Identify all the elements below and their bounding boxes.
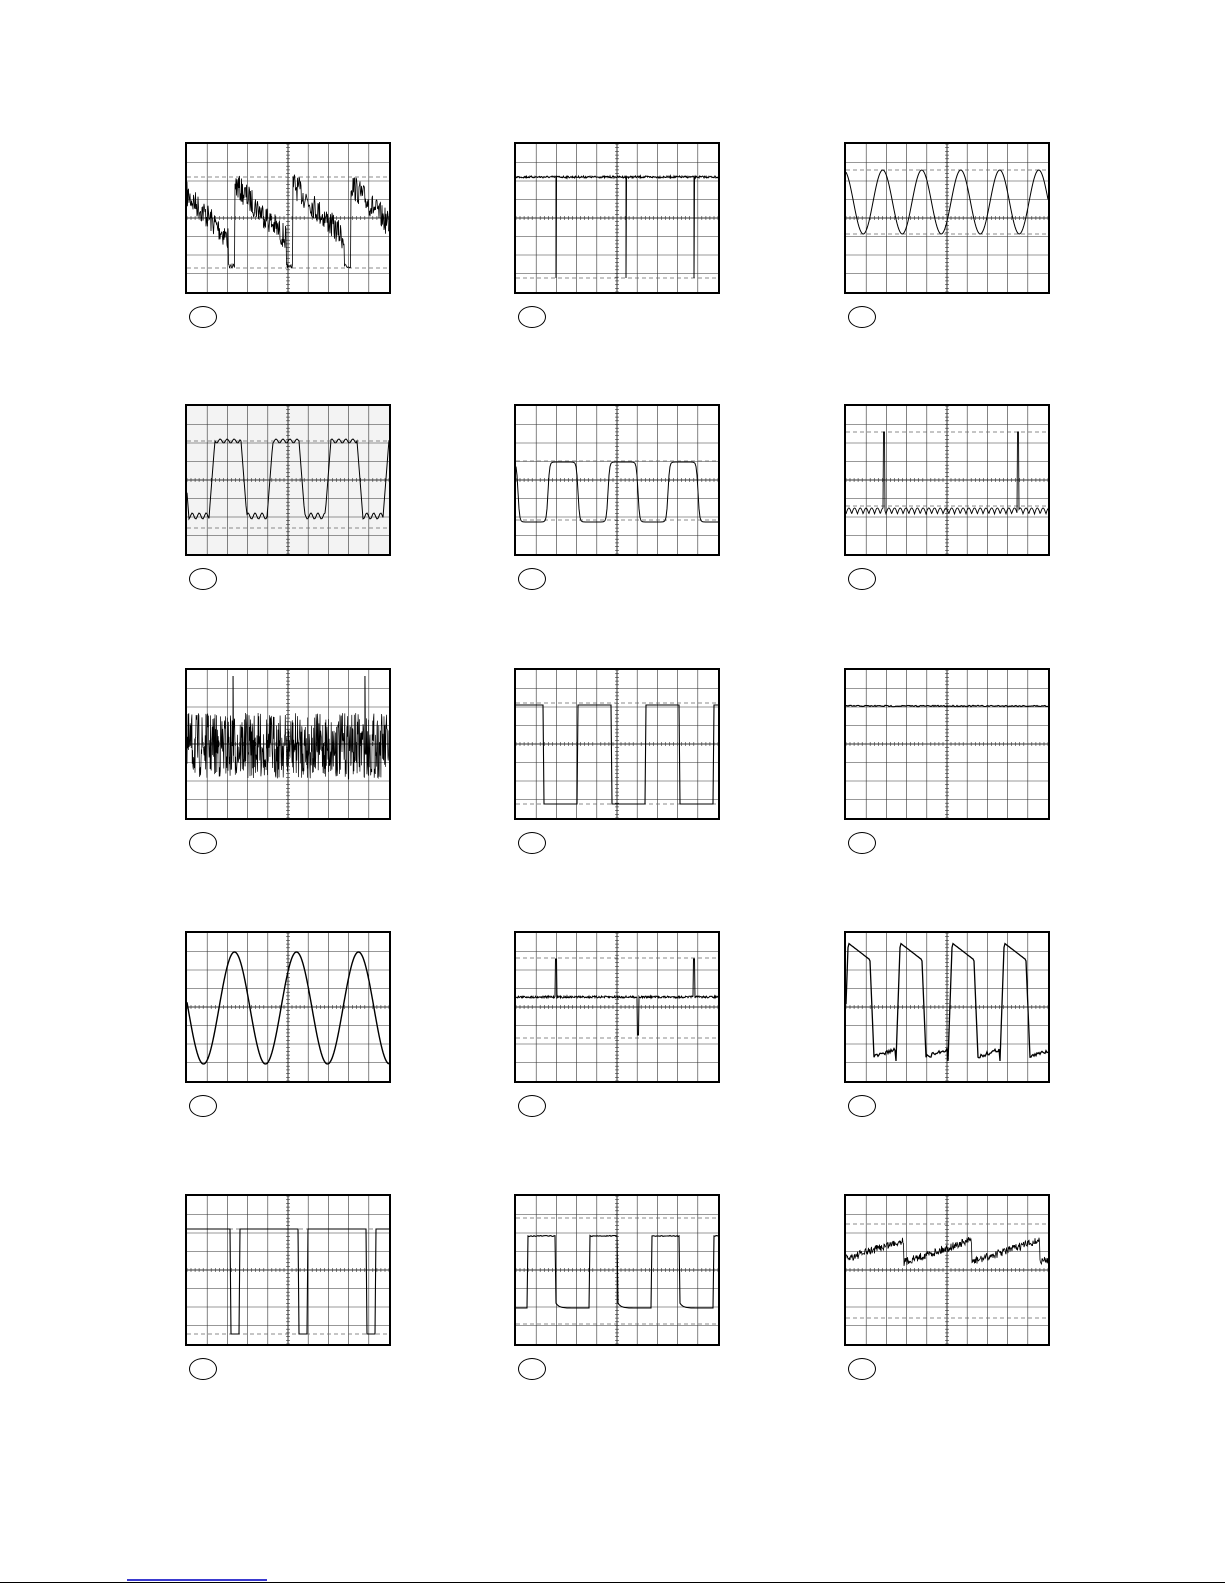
waveform-sine bbox=[846, 144, 1048, 292]
scope-panel-8 bbox=[514, 668, 720, 820]
scope-panel-3 bbox=[844, 142, 1050, 294]
waveform-noise bbox=[187, 670, 389, 818]
panel-marker-7 bbox=[189, 832, 217, 854]
waveform-rounded-square bbox=[516, 406, 718, 554]
graticule bbox=[187, 933, 389, 1081]
waveform-inverted-pulse-train bbox=[516, 670, 718, 818]
panel-marker-1 bbox=[189, 306, 217, 328]
waveform-dc-level bbox=[846, 670, 1048, 818]
panel-marker-11 bbox=[518, 1095, 546, 1117]
graticule bbox=[846, 670, 1048, 818]
waveform-noisy-sawtooth-descending bbox=[187, 144, 389, 292]
panel-marker-9 bbox=[848, 832, 876, 854]
panel-marker-14 bbox=[518, 1358, 546, 1380]
waveform-square-negative-pulses bbox=[187, 1196, 389, 1344]
graticule bbox=[846, 144, 1048, 292]
scope-panel-1 bbox=[185, 142, 391, 294]
footer-rule bbox=[0, 1582, 1225, 1583]
waveform-square-overshoot bbox=[846, 933, 1048, 1081]
graticule bbox=[187, 1196, 389, 1344]
scope-panel-4 bbox=[185, 404, 391, 556]
scope-panel-2 bbox=[514, 142, 720, 294]
graticule bbox=[516, 144, 718, 292]
panel-marker-15 bbox=[848, 1358, 876, 1380]
graticule bbox=[846, 406, 1048, 554]
panel-marker-5 bbox=[518, 568, 546, 590]
scope-panel-5 bbox=[514, 404, 720, 556]
panel-marker-8 bbox=[518, 832, 546, 854]
waveform-large-sine bbox=[187, 933, 389, 1081]
panel-marker-6 bbox=[848, 568, 876, 590]
graticule bbox=[516, 933, 718, 1081]
scope-panel-11 bbox=[514, 931, 720, 1083]
scope-panel-14 bbox=[514, 1194, 720, 1346]
waveform-square-ringing bbox=[187, 406, 389, 554]
waveform-pulse-on-ripple bbox=[846, 406, 1048, 554]
footer-link-underline[interactable] bbox=[127, 1579, 267, 1581]
graticule bbox=[187, 406, 389, 554]
graticule bbox=[846, 1196, 1048, 1344]
graticule bbox=[846, 933, 1048, 1081]
panel-marker-10 bbox=[189, 1095, 217, 1117]
scope-panel-12 bbox=[844, 931, 1050, 1083]
scope-panel-6 bbox=[844, 404, 1050, 556]
panel-marker-12 bbox=[848, 1095, 876, 1117]
scope-panel-7 bbox=[185, 668, 391, 820]
graticule bbox=[516, 406, 718, 554]
scope-panel-13 bbox=[185, 1194, 391, 1346]
scope-panel-9 bbox=[844, 668, 1050, 820]
panel-marker-4 bbox=[189, 568, 217, 590]
scope-panel-10 bbox=[185, 931, 391, 1083]
graticule bbox=[187, 144, 389, 292]
waveform-negative-spikes bbox=[516, 144, 718, 292]
waveform-square-rc bbox=[516, 1196, 718, 1344]
waveform-bipolar-spikes bbox=[516, 933, 718, 1081]
panel-marker-3 bbox=[848, 306, 876, 328]
waveform-noisy-sawtooth-ascending bbox=[846, 1196, 1048, 1344]
panel-marker-2 bbox=[518, 306, 546, 328]
panel-marker-13 bbox=[189, 1358, 217, 1380]
scope-panel-15 bbox=[844, 1194, 1050, 1346]
graticule bbox=[516, 670, 718, 818]
